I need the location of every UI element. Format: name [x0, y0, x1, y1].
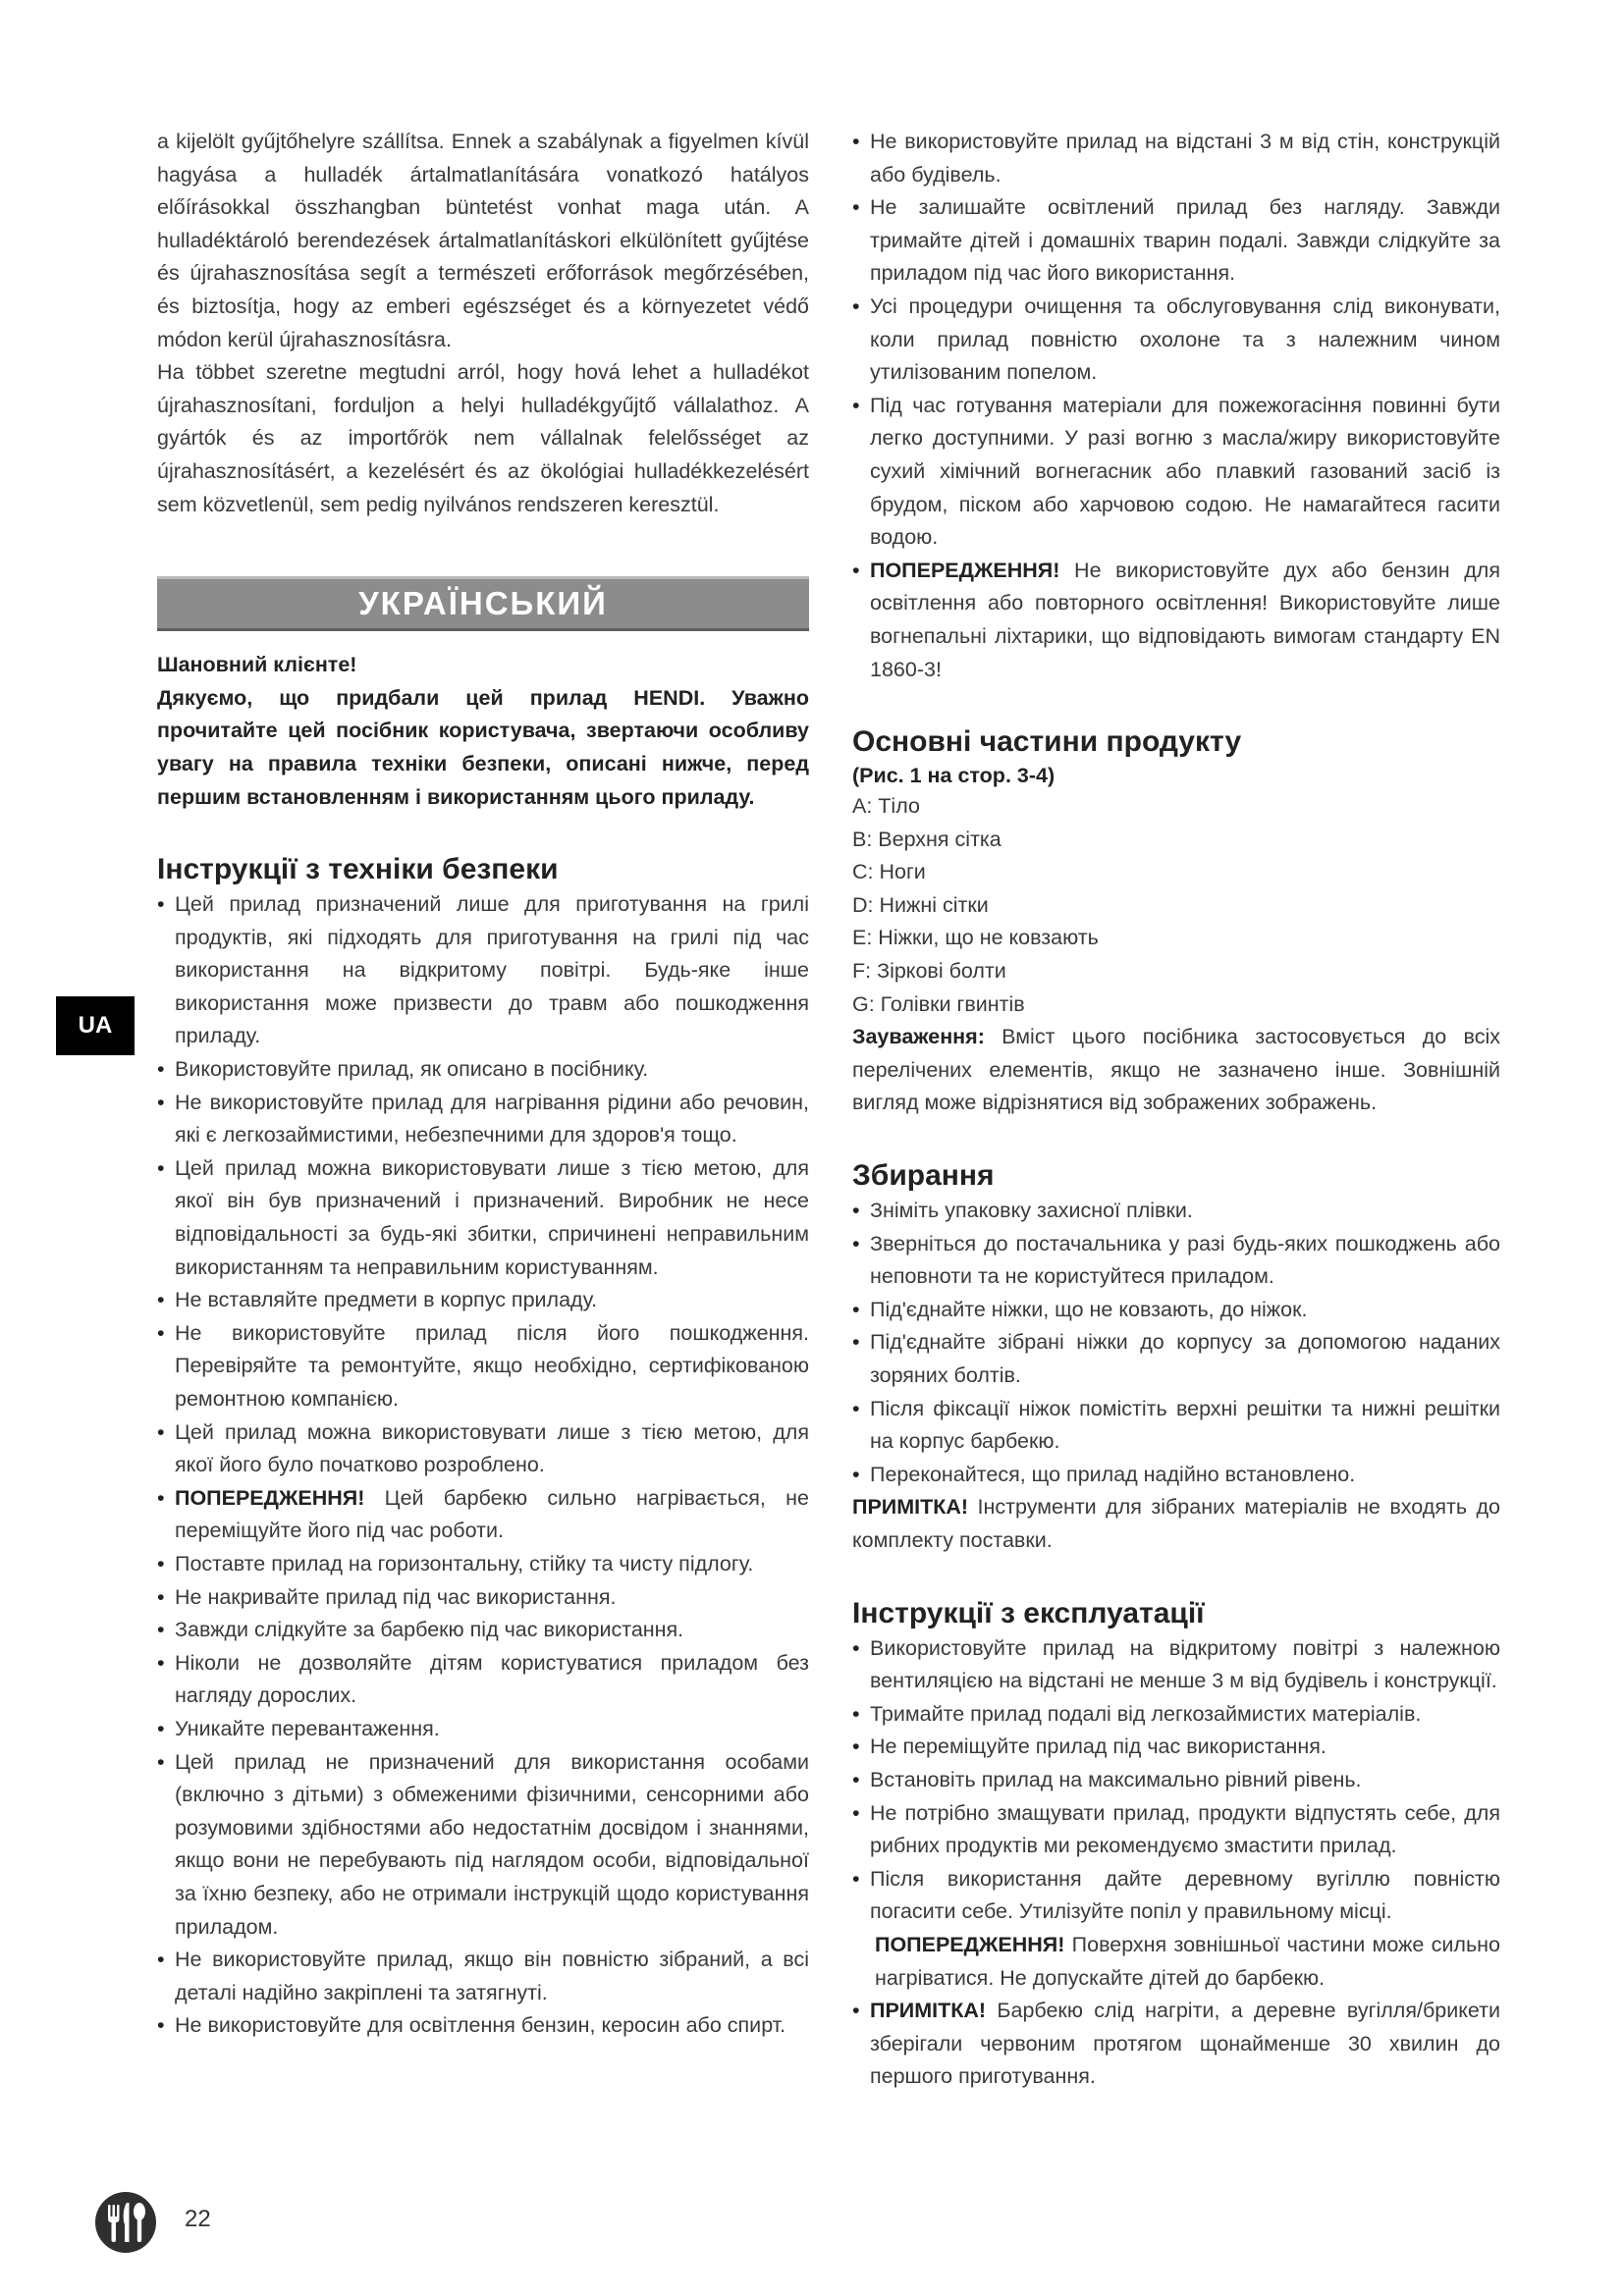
language-banner: УКРАЇНСЬКИЙ — [157, 576, 809, 631]
list-item: • Ніколи не дозволяйте дітям користуватися приладом без нагляду дорослих. — [157, 1647, 809, 1713]
operation-note-list — [852, 1995, 1500, 2094]
cutlery-logo-icon — [94, 2191, 157, 2254]
assembly-note — [852, 1491, 1500, 1557]
intro-block — [157, 649, 809, 814]
list-item: E: Ніжки, що не ковзають — [852, 926, 1099, 950]
operation-list — [852, 1632, 1500, 1929]
list-item: • Завжди слідкуйте за барбекю під час використання. — [157, 1614, 809, 1647]
list-item: • Не використовуйте для освітлення бензин, керосин або спирт. — [157, 2009, 809, 2043]
list-item-warning — [852, 555, 1500, 686]
warning-text: Поверхня зовнішньої частини може сильно нагріватися. Не допускайте дітей до барбекю. — [875, 1932, 1500, 1990]
parts-list — [852, 790, 1500, 1021]
right-column — [852, 126, 1500, 2094]
list-item: B: Верхня сітка — [852, 827, 1001, 851]
list-item: • Не потрібно змащувати прилад, продукти відпустять себе, для рибних продуктів ми рекомендуємо змастити прилад. — [852, 1797, 1500, 1863]
list-item: • Цей прилад призначений лише для приготування на грилі продуктів, які підходять для приготування на грилі під час використання на відкритому повітрі. Будь-яке інше використання може призвести до травм або пошкодження приладу. — [157, 888, 809, 1053]
list-item: • Цей прилад можна використовувати лише з тією метою, для якої він був призначений і призначений. Виробник не несе відповідальності за будь-які збитки, спричинені неправильним використанням та неправильним користуванням. — [157, 1152, 809, 1284]
list-item: • Тримайте прилад подалі від легкозаймистих матеріалів. — [852, 1698, 1500, 1732]
list-item: • Поставте прилад на горизонтальну, стійку та чисту підлогу. — [157, 1548, 809, 1581]
warning-text: Не використовуйте дух або бензин для освітлення або повторного освітлення! Використовуйте лише вогнепальні ліхтарики, що відповідають вимогам стандарту EN 1860-3! — [870, 558, 1500, 681]
list-item: • Не переміщуйте прилад під час використання. — [852, 1731, 1500, 1764]
page-number: 22 — [185, 2206, 211, 2232]
list-item: • Цей прилад не призначений для використання особами (включно з дітьми) з обмеженими фізичними, сенсорними або розумовими здібностями або недостатнім досвідом і знаннями, якщо вони не перебувають під наглядом особи, відповідальної за їхню безпеку, або не отримали інструкцій щодо користування приладом. — [157, 1746, 809, 1945]
greeting: Шановний клієнте! — [157, 653, 357, 677]
safety-heading: Інструкції з техніки безпеки — [157, 853, 559, 886]
list-item: D: Нижні сітки — [852, 892, 989, 917]
parts-note — [852, 1021, 1500, 1120]
language-side-tab: UA — [56, 996, 135, 1055]
intro-text: Дякуємо, що придбали цей прилад HENDI. Уважно прочитайте цей посібник користувача, звертаючи особливу увагу на правила техніки безпеки, описані нижче, перед першим встановленням і використанням цього приладу. — [157, 685, 809, 809]
operation-heading: Інструкції з експлуатації — [852, 1596, 1205, 1629]
warning-text: Цей барбекю сильно нагрівається, не переміщуйте його під час роботи. — [175, 1485, 809, 1543]
warning-label: ПОПЕРЕДЖЕННЯ! — [875, 1932, 1065, 1956]
warning-label: ПОПЕРЕДЖЕННЯ! — [175, 1485, 365, 1510]
list-item: • Встановіть прилад на максимально рівний рівень. — [852, 1764, 1500, 1797]
hungarian-paragraph-1: a kijelölt gyűjtőhelyre szállítsa. Ennek a szabálynak a figyelmen kívül hagyása a hulladék ártalmatlanítására vonatkozó hatályos előírásokkal összhangban büntetést vonhat maga után. A hulladéktároló berendezések ártalmatlanításkori elkülönített gyűjtése és újrahasznosítása segít a természeti erőforrások megőrzésében, és biztosítja, hogy az emberi egészséget és a környezetet védő módon kerül újrahasznosításra. — [157, 130, 809, 351]
list-item: • Цей прилад можна використовувати лише з тією метою, для якої його було початково розроблено. — [157, 1416, 809, 1482]
list-item: • Під'єднайте зібрані ніжки до корпусу за допомогою наданих зоряних болтів. — [852, 1326, 1500, 1392]
list-item: • Не використовуйте прилад на відстані 3 м від стін, конструкцій або будівель. — [852, 126, 1500, 191]
list-item-note — [852, 1995, 1500, 2094]
safety-list-continued — [852, 126, 1500, 686]
assembly-heading: Збирання — [852, 1159, 995, 1193]
list-item: • Використовуйте прилад на відкритому повітрі з належною вентиляцією на відстані не менше 3 м від будівель і конструкції. — [852, 1632, 1500, 1698]
safety-list — [157, 888, 809, 2043]
list-item: • Не вставляйте предмети в корпус приладу. — [157, 1284, 809, 1317]
hungarian-paragraph-2: Ha többet szeretne megtudni arról, hogy hová lehet a hulladékot újrahasznosítani, forduljon a helyi hulladékgyűjtő vállalathoz. A gyártók és az importőrök nem vállalnak felelősséget az újrahasznosításért, a kezelésért és az ökológiai hulladékkezelésért sem közvetlenül, sem pedig nyilvános rendszeren keresztül. — [157, 360, 809, 516]
list-item: • Зніміть упаковку захисної плівки. — [852, 1195, 1500, 1228]
list-item-warning — [157, 1482, 809, 1548]
list-item: • Переконайтеся, що прилад надійно встановлено. — [852, 1459, 1500, 1492]
list-item: • Не використовуйте прилад, якщо він повністю зібраний, а всі деталі надійно закріплені та затягнуті. — [157, 1944, 809, 2009]
list-item: • Не накривайте прилад під час використання. — [157, 1581, 809, 1615]
list-item: A: Тіло — [852, 794, 920, 819]
list-item: • Не використовуйте прилад для нагрівання рідини або речовин, які є легкозаймистими, небезпечними для здоров'я тощо. — [157, 1087, 809, 1152]
list-item: • Зверніться до постачальника у разі будь-яких пошкоджень або неповноти та не користуйтеся приладом. — [852, 1228, 1500, 1294]
note-label: Зауваження: — [852, 1025, 985, 1049]
assembly-list — [852, 1195, 1500, 1491]
list-item: • Уникайте перевантаження. — [157, 1713, 809, 1746]
note-text: Барбекю слід нагріти, а деревне вугілля/брикети зберігали червоним протягом щонайменше 30 хвилин до першого приготування. — [870, 1999, 1500, 2089]
parts-heading: Основні частини продукту — [852, 725, 1242, 759]
list-item: • Усі процедури очищення та обслуговування слід виконувати, коли прилад повністю охолоне та з належним чином утилізованим попелом. — [852, 291, 1500, 390]
list-item: C: Ноги — [852, 860, 926, 884]
note-text: Вміст цього посібника застосовується до всіх перелічених елементів, якщо не зазначено інше. Зовнішній вигляд може відрізнятися від зображених зображень. — [852, 1025, 1500, 1115]
operation-warning — [852, 1929, 1500, 1995]
warning-label: ПОПЕРЕДЖЕННЯ! — [870, 558, 1060, 582]
list-item: • Не залишайте освітлений прилад без нагляду. Завжди тримайте дітей і домашніх тварин подалі. Завжди слідкуйте за приладом під час його використання. — [852, 191, 1500, 291]
list-item: • Під час готування матеріали для пожежогасіння повинні бути легко доступними. У разі вогню з масла/жиру використовуйте сухий хімічний вогнегасник або плавкий газований засіб із брудом, піском або харчовою содою. Не намагайтеся гасити водою. — [852, 390, 1500, 555]
parts-figure-ref: (Рис. 1 на стор. 3-4) — [852, 764, 1056, 788]
note-label: ПРИМІТКА! — [852, 1495, 969, 1520]
left-column — [157, 126, 809, 2043]
list-item: • Не використовуйте прилад після його пошкодження. Перевіряйте та ремонтуйте, якщо необхідно, сертифікованою ремонтною компанією. — [157, 1317, 809, 1416]
list-item: • Використовуйте прилад, як описано в посібнику. — [157, 1053, 809, 1087]
list-item: • Після фіксації ніжок помістіть верхні решітки та нижні решітки на корпус барбекю. — [852, 1393, 1500, 1459]
note-text: Інструменти для зібраних матеріалів не входять до комплекту поставки. — [852, 1495, 1500, 1552]
list-item: G: Голівки гвинтів — [852, 991, 1025, 1016]
list-item: • Під'єднайте ніжки, що не ковзають, до ніжок. — [852, 1294, 1500, 1327]
list-item: F: Зіркові болти — [852, 959, 1006, 984]
list-item: • Після використання дайте деревному вугіллю повністю погасити себе. Утилізуйте попіл у правильному місці. — [852, 1863, 1500, 1929]
note-label: ПРИМІТКА! — [870, 1999, 987, 2023]
